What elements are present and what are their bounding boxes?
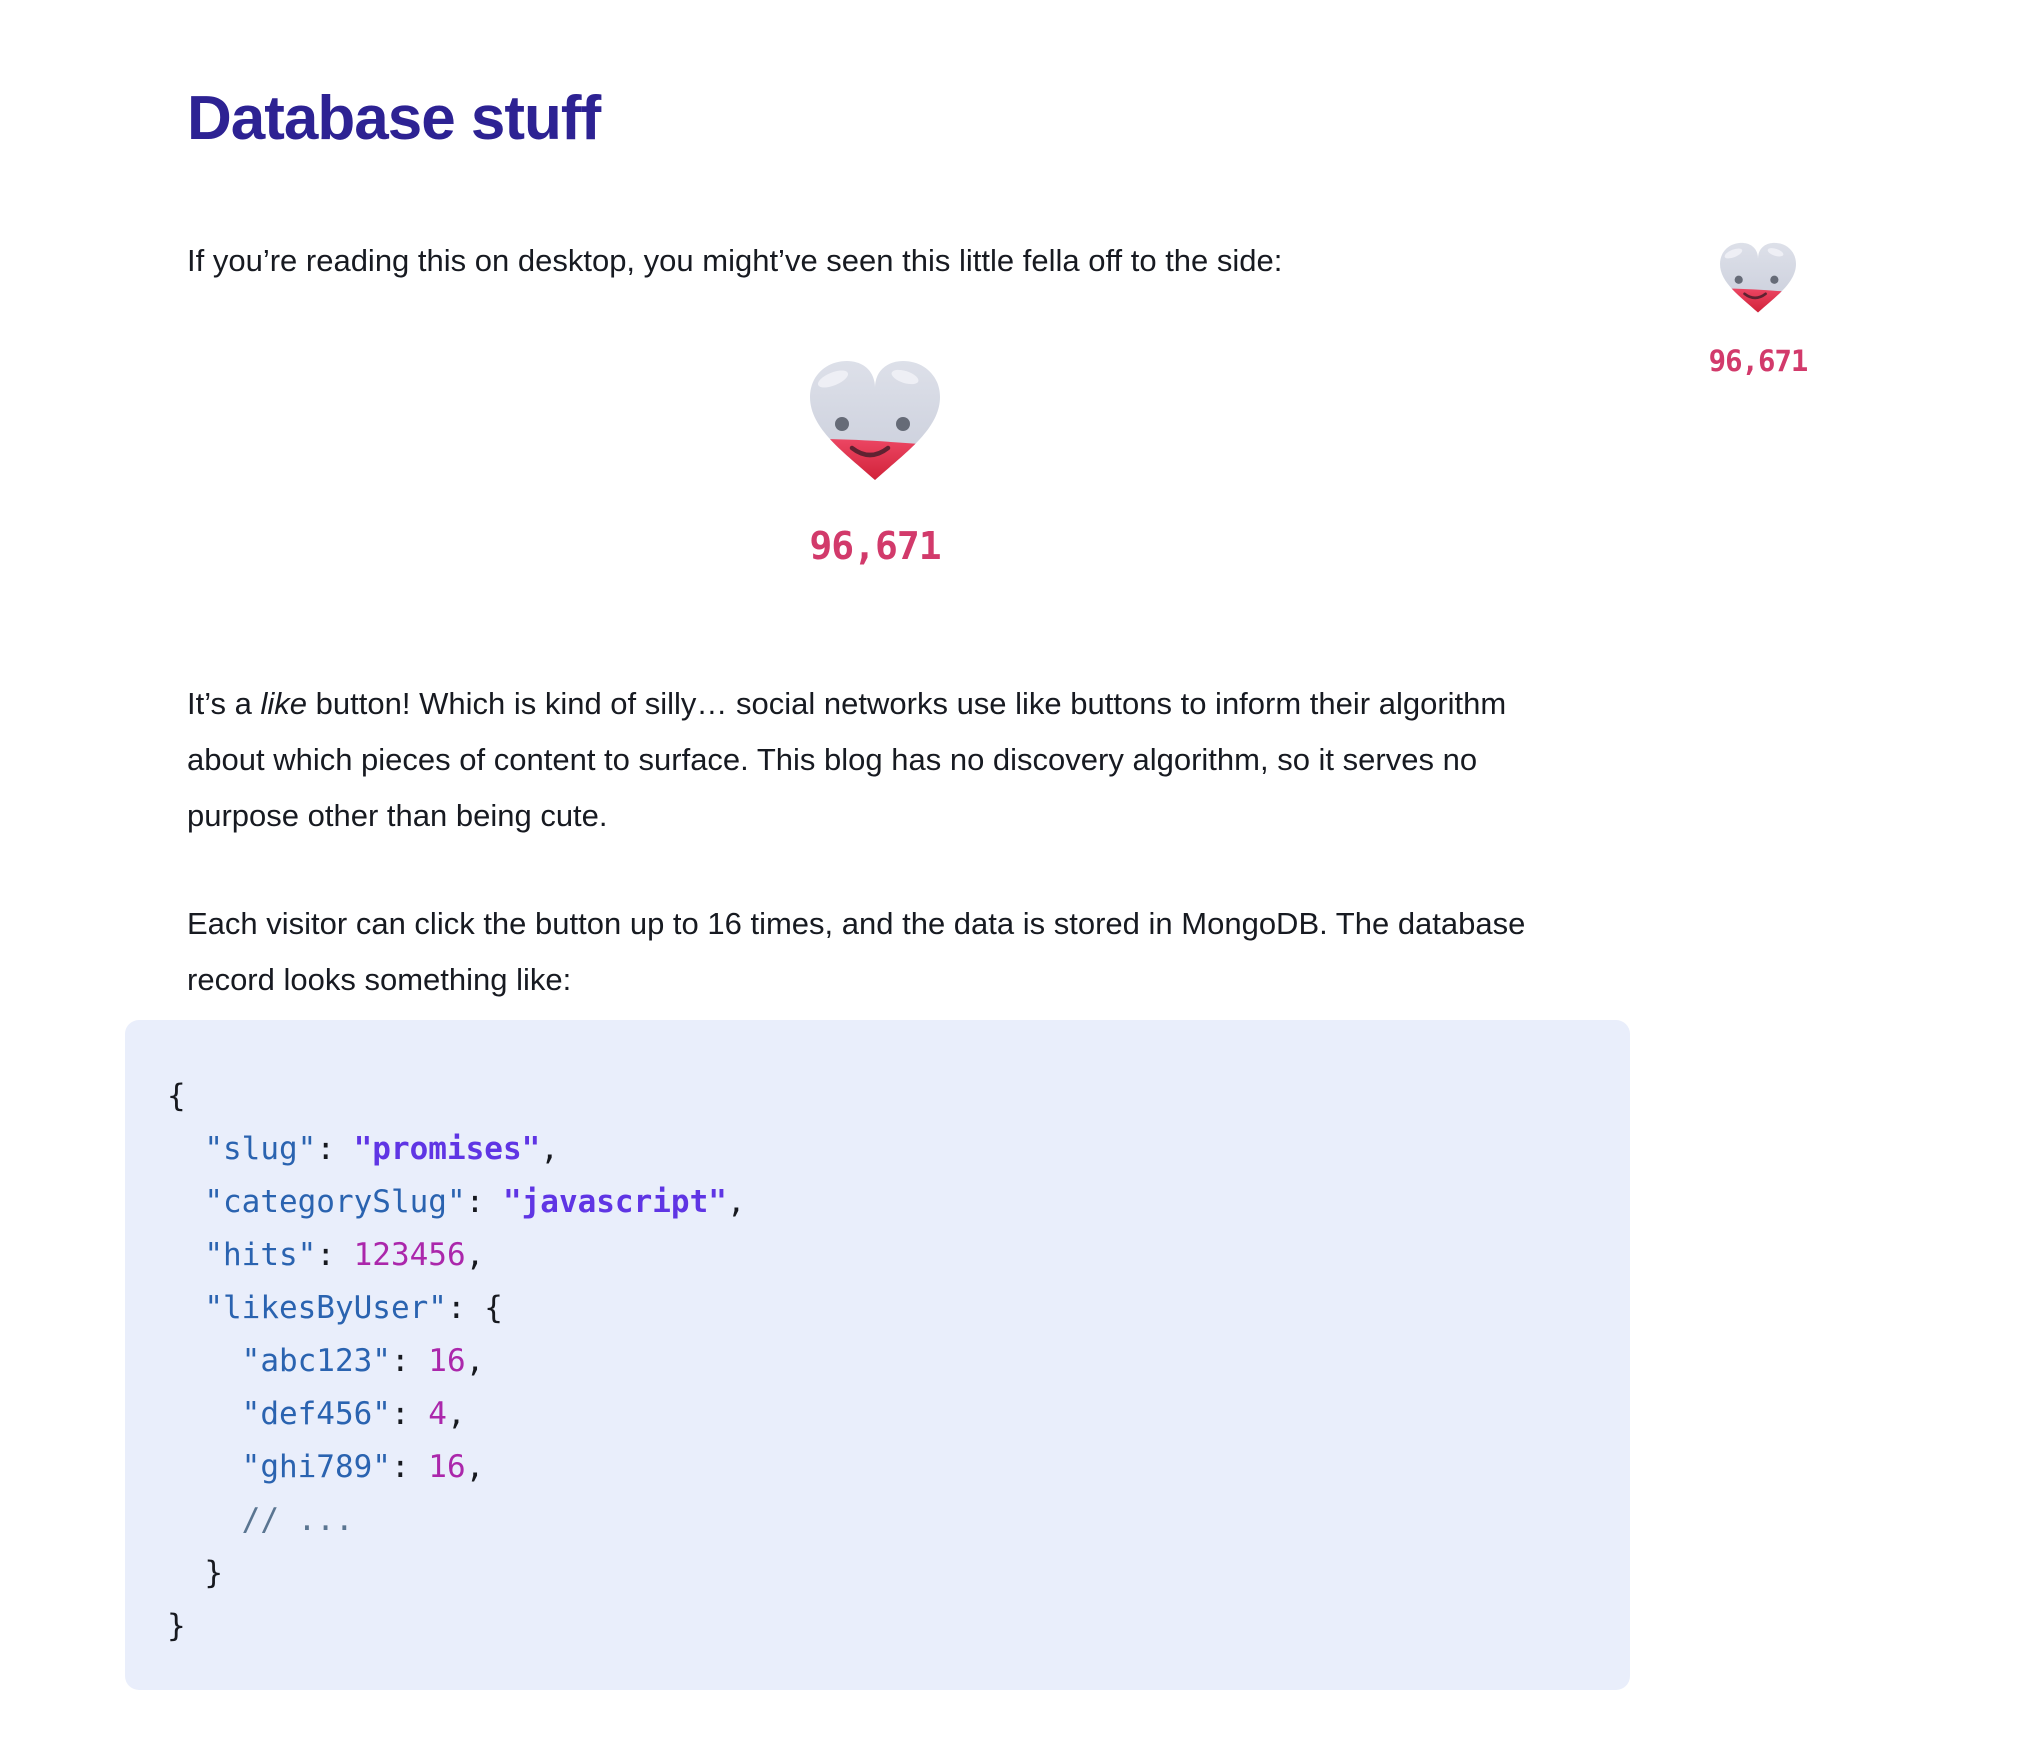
sidebar-like-button[interactable]: [1697, 240, 1819, 378]
code-line: "categorySlug": "javascript",: [204, 1184, 746, 1220]
sidebar-like-count: 96,671: [1708, 344, 1808, 378]
like-explanation-paragraph: [187, 676, 1532, 844]
code-line: }: [167, 1555, 223, 1591]
database-paragraph: Each visitor can click the button up to 16 times, and the data is stored in MongoDB. The database record looks something like:: [187, 906, 1526, 997]
emphasized-word: like: [260, 686, 308, 721]
code-line: }: [167, 1608, 186, 1644]
code-line: "ghi789": 16,: [241, 1449, 485, 1485]
code-line: "def456": 4,: [241, 1396, 466, 1432]
heart-icon: [1714, 240, 1802, 316]
paragraph-text: It’s a: [187, 686, 261, 721]
heart-icon: [800, 356, 950, 486]
like-button[interactable]: [773, 356, 977, 568]
code-line: {: [167, 1078, 186, 1114]
like-count: 96,671: [809, 524, 941, 568]
code-line: "slug": "promises",: [204, 1131, 559, 1167]
intro-paragraph: If you’re reading this on desktop, you might’ve seen this little fella off to the side:: [187, 243, 1283, 278]
code-line: // ...: [241, 1502, 354, 1538]
paragraph-text: button! Which is kind of silly… social networks use like buttons to inform their algorithm about which pieces of content to surface. This blog has no discovery algorithm, so it serves no purpose other than being cute.: [187, 686, 1507, 833]
code-block-pre: [125, 1020, 1630, 1653]
section-heading: Database stuff: [187, 84, 601, 153]
code-line: "hits": 123456,: [204, 1237, 485, 1273]
code-line: "abc123": 16,: [241, 1343, 485, 1379]
code-line: "likesByUser": {: [204, 1290, 503, 1326]
code-block: [125, 1020, 1630, 1690]
